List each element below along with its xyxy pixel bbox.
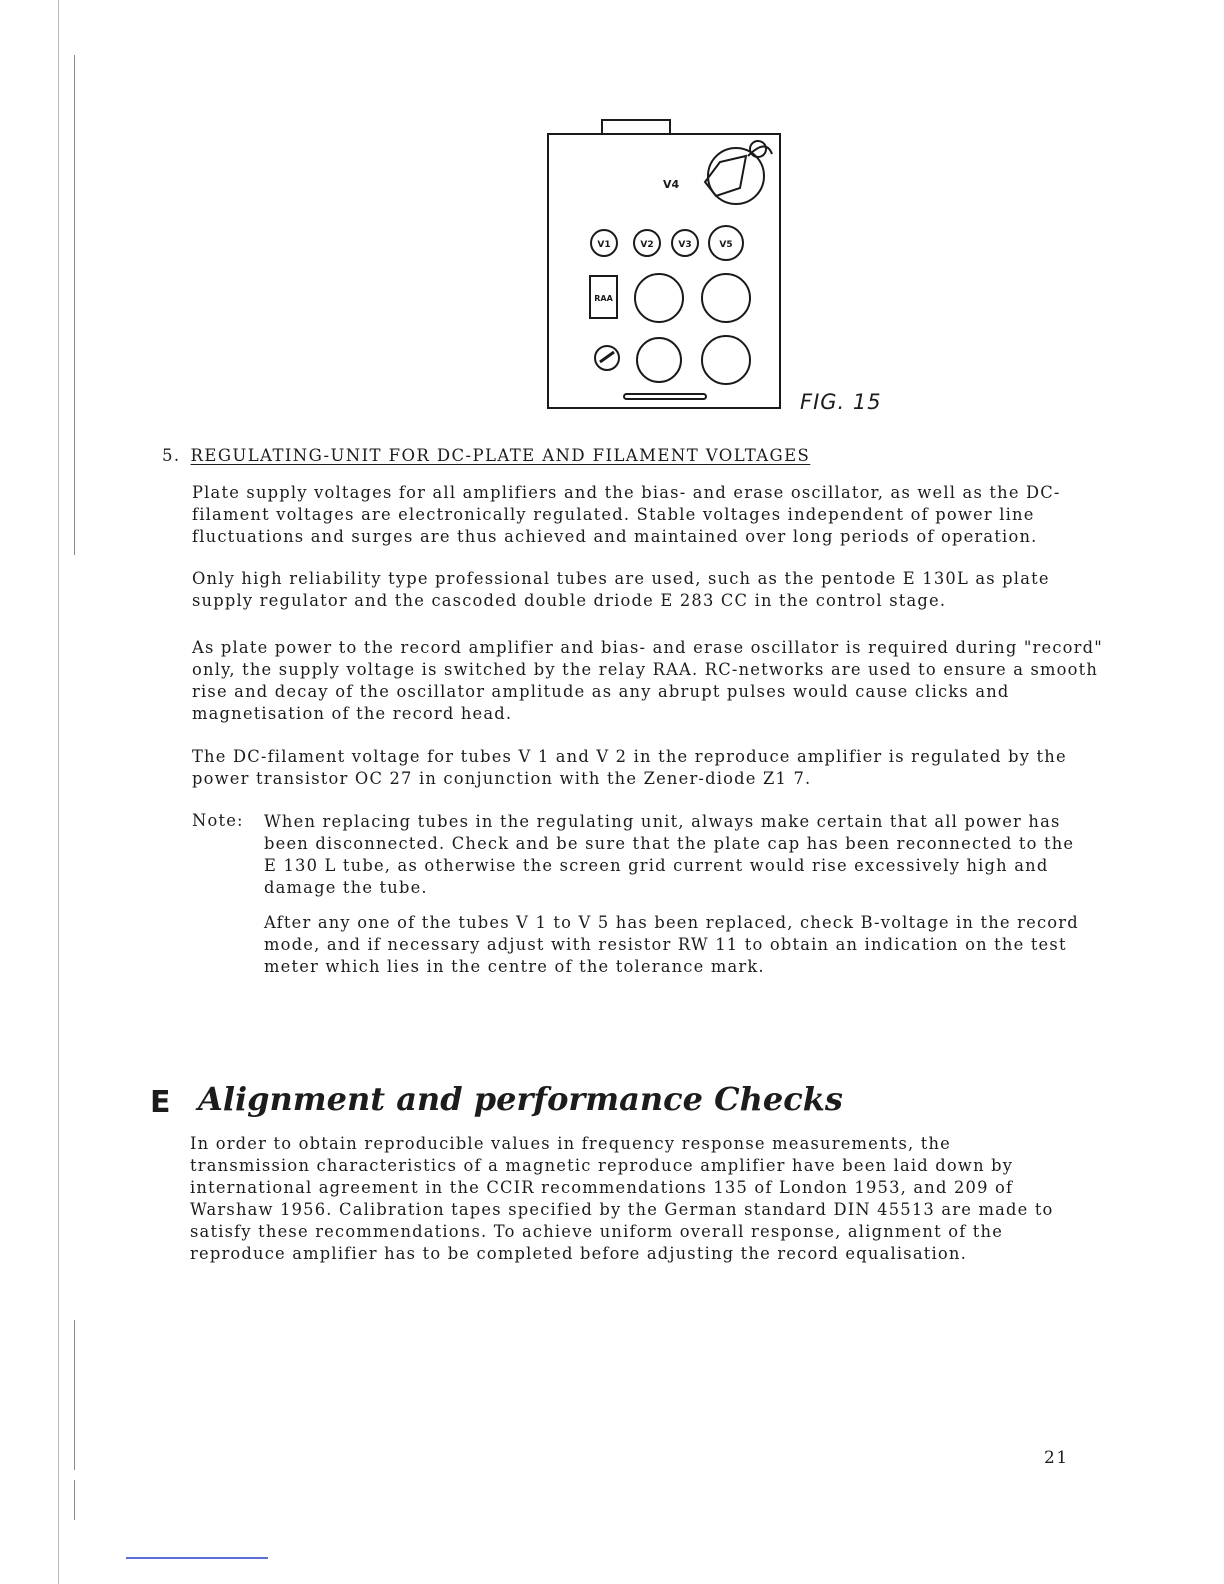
potentiometer-slot: [600, 352, 614, 362]
chapter-letter: E: [150, 1085, 171, 1120]
section-number: 5.: [162, 446, 181, 465]
binding-mark: [74, 1480, 75, 1520]
label-v2: V2: [640, 240, 654, 250]
label-raa: RAA: [594, 294, 613, 303]
section-title: REGULATING-UNIT FOR DC-PLATE AND FILAMENT VOLTAGES: [190, 446, 811, 465]
page-number: 21: [1044, 1448, 1069, 1468]
note-paragraph: After any one of the tubes V 1 to V 5 has been replaced, check B-voltage in the record mode, and if necessary adjust with resistor RW 11 to obtain an indication on the test meter which lies in the centre of the tolerance mark.: [264, 913, 1079, 976]
regulating-unit-diagram: [540, 116, 790, 416]
label-v4: V4: [663, 178, 680, 191]
paragraph: As plate power to the record amplifier and bias- and erase oscillator is required during "record" only, the supply voltage is switched by the relay RAA. RC-networks are used to ensure a smooth rise and decay of the oscillator amplitude as any abrupt pulses would cause clicks and magnetisation of the record head.: [192, 638, 1103, 723]
paragraph: Plate supply voltages for all amplifiers and the bias- and erase oscillator, as well as the DC-filament voltages are electronically regulated. Stable voltages independent of power line fluctuations and surges are thus achieved and maintained over long periods of operation.: [192, 483, 1061, 546]
paragraph: Only high reliability type professional tubes are used, such as the pentode E 130L as plate supply regulator and the cascoded double driode E 283 CC in the control stage.: [192, 569, 1050, 610]
socket-round: [702, 336, 750, 384]
chassis-outline: [548, 134, 780, 408]
binding-mark: [74, 55, 75, 555]
note-label: Note:: [192, 811, 244, 830]
binding-mark: [74, 1320, 75, 1470]
binding-edge: [58, 0, 59, 1584]
bottom-slot: [624, 394, 706, 399]
figure-caption: FIG. 15: [800, 390, 882, 414]
label-v3: V3: [678, 240, 692, 250]
socket-round: [637, 338, 681, 382]
chapter-paragraph: In order to obtain reproducible values in frequency response measurements, the transmission characteristics of a magnetic reproduce amplifier have been laid down by international agreement in the CCIR recommendations 135 of London 1953, and 209 of Warshaw 1956. Calibration tapes specified by the German standard DIN 45513 are made to satisfy these recommendations. To achieve uniform overall response, alignment of the reproduce amplifier has to be completed before adjusting the record equalisation.: [190, 1134, 1054, 1263]
label-v1: V1: [597, 240, 611, 250]
label-v5: V5: [719, 240, 733, 250]
socket-round: [635, 274, 683, 322]
scan-edge-line: [126, 1557, 268, 1559]
socket-round: [702, 274, 750, 322]
paragraph: The DC-filament voltage for tubes V 1 and V 2 in the reproduce amplifier is regulated by the power transistor OC 27 in conjunction with the Zener-diode Z1 7.: [192, 747, 1067, 788]
note-paragraph: When replacing tubes in the regulating unit, always make certain that all power has been disconnected. Check and be sure that the plate cap has been reconnected to the E 130 L tube, as otherwise the screen grid current would rise excessively high and damage the tube.: [264, 812, 1075, 897]
section-heading: [162, 446, 810, 465]
chapter-title: Alignment and performance Checks: [198, 1080, 843, 1118]
top-plug-connector: [602, 120, 670, 134]
